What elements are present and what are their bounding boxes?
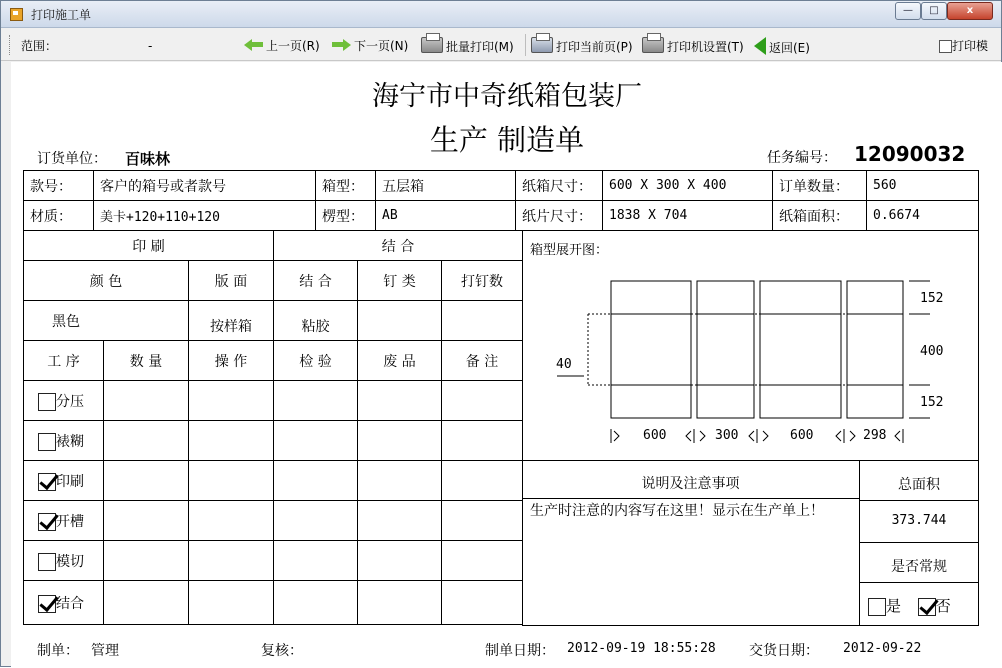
printer-setup-button[interactable] [642,37,744,55]
join-label: 结 合 [274,261,358,301]
remark-header: 备 注 [442,341,523,381]
print-mode-toggle[interactable] [939,37,988,55]
maximize-button[interactable]: □ [921,2,947,20]
prev-page-label: 上一页(R) [266,39,320,53]
step-cell[interactable] [24,421,104,461]
range-label: 范围： [21,39,58,53]
flute-label: 楞型： [316,201,376,231]
printer-setup-label: 打印机设置(T) [667,40,744,54]
width-dim-2: 300 [715,428,739,443]
back-button[interactable] [754,37,810,55]
back-label: 返回(E) [769,41,810,55]
regular-yes-checkbox[interactable] [868,598,886,616]
step-label: 结合 [56,595,84,612]
table-row [24,581,523,625]
material-label: 材质： [24,201,94,231]
step-label: 裱糊 [56,433,84,450]
step-checkbox-kaicao[interactable] [38,513,56,531]
top-flap-dim: 152 [920,291,944,306]
toolbar-separator [525,34,526,56]
right-arrow-icon [332,38,351,56]
left-arrow-icon [244,38,263,56]
company-name: 海宁市中奇纸箱包装厂 [372,81,642,112]
delivery-value: 2012-09-22 [843,641,922,656]
join-section-header: 结 合 [274,231,523,261]
process-table [23,230,523,625]
box-size-value: 600 X 300 X 400 [603,171,773,201]
task-number-value: 12090032 [854,142,966,166]
inspection-header: 检 验 [274,341,358,381]
summary-panel [859,460,979,626]
nail-type-label: 钉 类 [358,261,442,301]
step-label: 印刷 [56,473,84,490]
order-qty-value: 560 [867,171,979,201]
printer-icon [531,37,553,58]
print-current-button[interactable] [531,37,633,55]
waste-header: 废 品 [358,341,442,381]
maker-label: 制单： [37,643,79,659]
work-order-page [11,62,1002,668]
step-checkbox-jiehe[interactable] [38,595,56,613]
title-bar [1,1,1001,28]
width-dim-3: 600 [790,428,814,443]
table-row [24,541,523,581]
color-label: 颜 色 [24,261,189,301]
minimize-button[interactable]: — [895,2,921,20]
box-area-value: 0.6674 [867,201,979,231]
nail-count-label: 打钉数 [442,261,523,301]
step-label: 开槽 [56,513,84,530]
document-title: 生产 制造单 [429,123,585,157]
step-cell[interactable] [24,581,104,625]
table-row [24,501,523,541]
box-diagram-panel [522,230,979,461]
customer-label: 订货单位： [37,151,107,167]
box-type-value: 五层箱 [376,171,516,201]
material-value: 美卡+120+110+120 [94,201,316,231]
glue-tab-dim: 40 [556,357,572,372]
step-cell[interactable] [24,541,104,581]
toolbar [1,29,1001,61]
nail-type-value [358,301,442,341]
range-separator: - [148,39,153,53]
table-row [24,381,523,421]
date-value: 2012-09-19 18:55:28 [567,641,716,656]
date-label: 制单日期： [485,643,555,659]
plate-label: 版 面 [189,261,274,301]
regular-no-checkbox[interactable] [918,598,936,616]
window-title: 打印施工单 [31,8,92,22]
diagram-label: 箱型展开图： [530,243,609,258]
step-checkbox-yinshua[interactable] [38,473,56,491]
batch-print-button[interactable] [421,37,514,55]
regular-yes-option[interactable] [868,597,901,615]
next-page-button[interactable] [332,37,408,55]
box-unfold-diagram [522,231,979,462]
notes-panel [522,460,860,626]
total-area-label: 总面积 [860,461,978,501]
reviewer-label: 复核： [261,643,303,659]
body-height-dim: 400 [920,344,944,359]
sheet-size-label: 纸片尺寸： [516,201,603,231]
join-value: 粘胶 [274,301,358,341]
customer-value: 百味林 [125,150,171,168]
step-cell[interactable] [24,501,104,541]
toolbar-grip[interactable] [9,35,12,55]
print-mode-label: 打印模 [952,39,989,53]
box-size-label: 纸箱尺寸： [516,171,603,201]
back-arrow-icon [754,37,766,60]
nail-count-value [442,301,523,341]
width-dim-1: 600 [643,428,667,443]
printer-icon [421,37,443,58]
close-button[interactable]: x [947,2,993,20]
style-no-label: 款号： [24,171,94,201]
print-section-header: 印 刷 [24,231,274,261]
width-dim-4: 298 [863,428,887,443]
color-value: 黑色 [24,301,189,341]
notes-header: 说明及注意事项 [522,461,859,499]
step-checkbox-fenya[interactable] [38,393,56,411]
step-checkbox-biaohu[interactable] [38,433,56,451]
info-table [23,170,979,231]
box-type-label: 箱型： [316,171,376,201]
step-label: 模切 [56,553,84,570]
print-current-label: 打印当前页(P) [556,40,633,54]
box-area-label: 纸箱面积： [773,201,867,231]
regular-label: 是否常规 [860,543,978,583]
printer-icon [642,37,664,58]
next-page-label: 下一页(N) [354,39,409,53]
table-row [24,421,523,461]
delivery-label: 交货日期： [749,643,819,659]
batch-print-label: 批量打印(M) [446,40,514,54]
bottom-flap-dim: 152 [920,395,944,410]
total-area-value: 373.744 [860,501,978,543]
plate-value: 按样箱 [189,301,274,341]
order-qty-label: 订单数量： [773,171,867,201]
table-row [24,461,523,501]
operation-header: 操 作 [189,341,274,381]
notes-text: 生产时注意的内容写在这里！显示在生产单上！ [530,503,824,519]
maker-value: 管理 [91,643,119,659]
quantity-header: 数 量 [104,341,189,381]
step-cell[interactable] [24,461,104,501]
regular-no-option[interactable] [918,597,951,615]
app-icon [10,8,23,21]
step-cell[interactable] [24,381,104,421]
yes-label: 是 [886,597,902,615]
step-checkbox-moqie[interactable] [38,553,56,571]
prev-page-button[interactable] [244,37,320,55]
no-label: 否 [935,597,951,615]
step-label: 分压 [56,393,84,410]
process-header: 工 序 [24,341,104,381]
sheet-size-value: 1838 X 704 [603,201,773,231]
print-mode-checkbox[interactable] [939,40,952,53]
task-number-label: 任务编号： [767,150,837,166]
style-no-value: 客户的箱号或者款号 [94,171,316,201]
flute-value: AB [376,201,516,231]
